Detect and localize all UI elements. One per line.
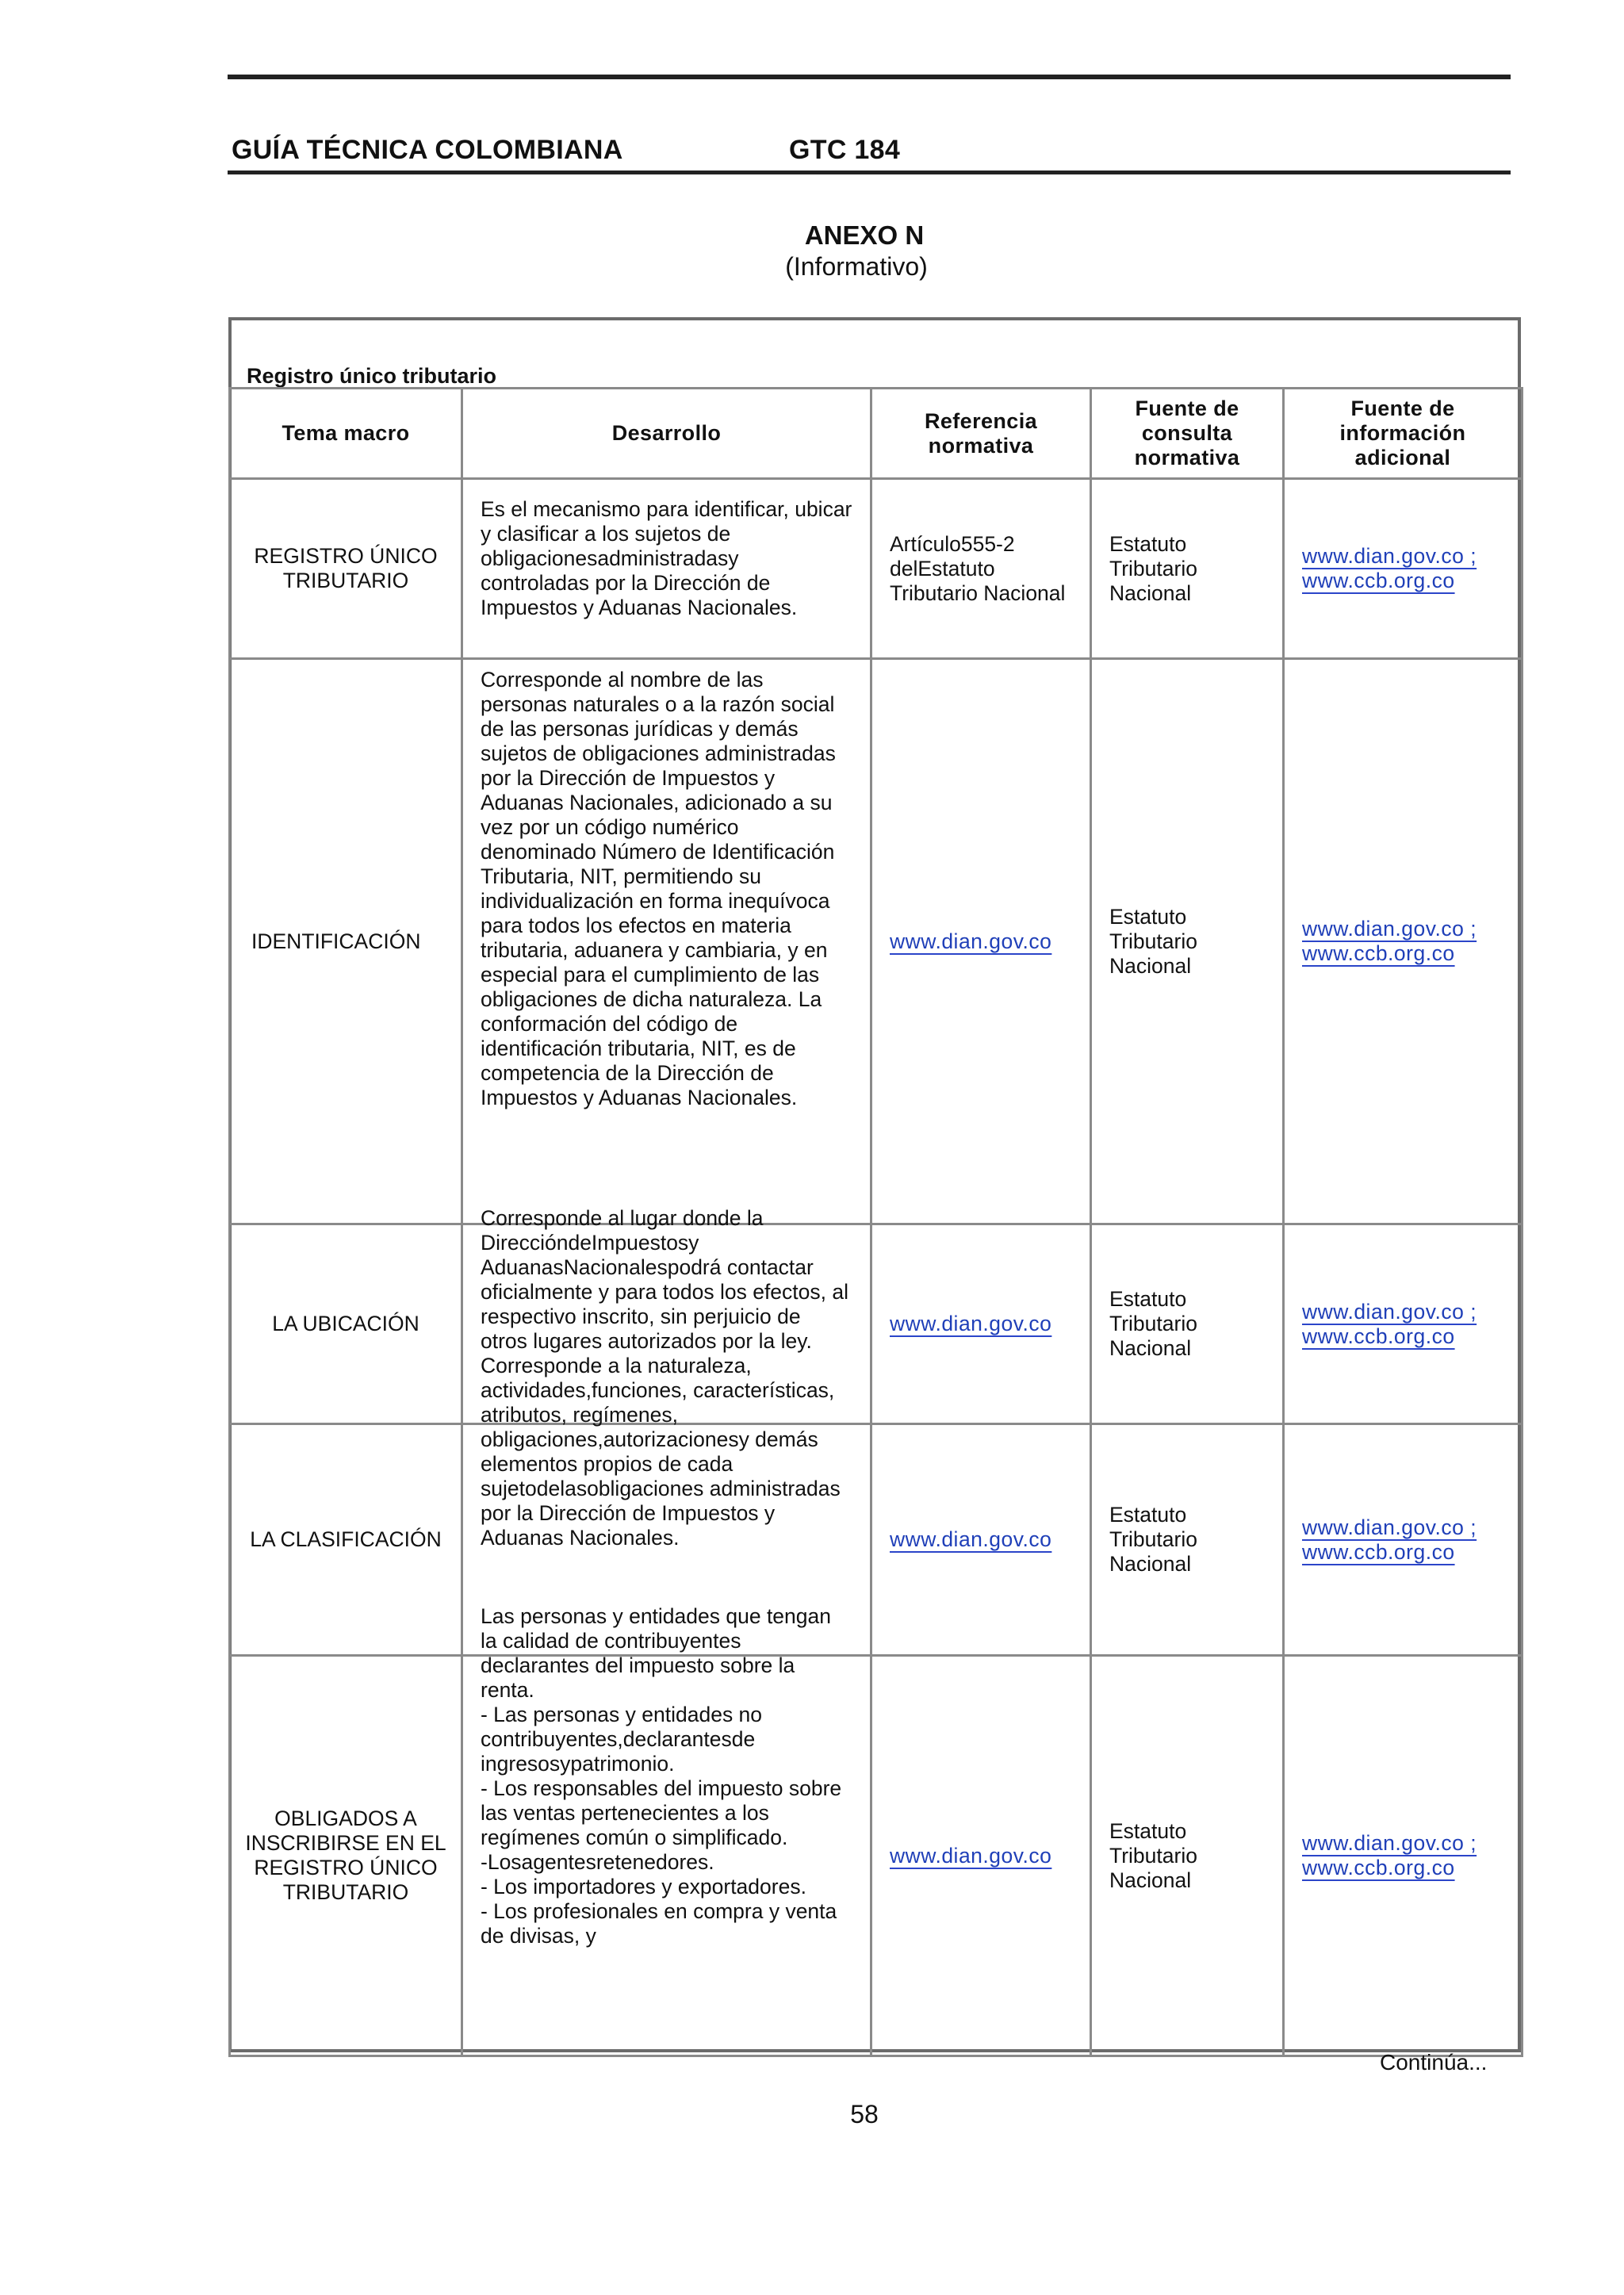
- rut-table: [228, 387, 1523, 2057]
- info-cell: [1284, 1224, 1522, 1424]
- column-header-development: Desarrollo: [462, 389, 871, 479]
- reference-link[interactable]: www.dian.gov.co: [890, 1312, 1052, 1335]
- ccb-link[interactable]: www.ccb.org.co: [1302, 1856, 1455, 1879]
- table-row: [230, 479, 1522, 659]
- topic-cell: OBLIGADOS A INSCRIBIRSE EN EL REGISTRO ÚNICO TRIBUTARIO: [230, 1656, 462, 2056]
- info-cell: [1284, 1424, 1522, 1656]
- reference-cell: [871, 1424, 1091, 1656]
- info-cell: [1284, 479, 1522, 659]
- reference-link[interactable]: www.dian.gov.co: [890, 1843, 1052, 1868]
- dian-link[interactable]: www.dian.gov.co ;: [1302, 1515, 1477, 1539]
- development-text: Las personas y entidades que tengan la calidad de contribuyentes declarantes del impuesto sobre la renta. - Las personas y entidades no contribuyentes,declarantesde ingresosypatrimonio. - Los responsables del impuesto sobre las ventas pertenecientes a los regímenes común o simplificado. -Losagentesretenedores. - Los importadores y exportadores. - Los profesionales en compra y venta de divisas, y: [481, 1604, 842, 1948]
- development-text: Es el mecanismo para identificar, ubicar y clasificar a los sujetos de obligacionesadministradasy controladas por la Dirección de Impuestos y Aduanas Nacionales.: [481, 497, 852, 619]
- source-cell: Estatuto Tributario Nacional: [1091, 1224, 1284, 1424]
- topic-cell: REGISTRO ÚNICO TRIBUTARIO: [230, 479, 462, 659]
- reference-link[interactable]: www.dian.gov.co: [890, 929, 1052, 953]
- source-cell: Estatuto Tributario Nacional: [1091, 479, 1284, 659]
- source-cell: Estatuto Tributario Nacional: [1091, 1656, 1284, 2056]
- development-text: Corresponde a la naturaleza, actividades,funciones, características, atributos, regímenes, obligaciones,autorizacionesy demás elementos propios de cada sujetodelasobligaciones administradas por la Dirección de Impuestos y Aduanas Nacionales.: [481, 1354, 841, 1550]
- header-rule: [228, 170, 1511, 174]
- table-caption: Registro único tributario: [247, 364, 497, 388]
- development-cell: [462, 1604, 871, 2056]
- table-row: [230, 1656, 1522, 2056]
- annex-subtitle: (Informativo): [785, 252, 928, 281]
- reference-cell: [871, 1224, 1091, 1424]
- topic-cell: LA UBICACIÓN: [230, 1224, 462, 1424]
- source-cell: Estatuto Tributario Nacional: [1091, 659, 1284, 1224]
- ccb-link[interactable]: www.ccb.org.co: [1302, 941, 1455, 965]
- column-header-source: Fuente de consulta normativa: [1091, 389, 1284, 479]
- ccb-link[interactable]: www.ccb.org.co: [1302, 1324, 1455, 1348]
- dian-link[interactable]: www.dian.gov.co ;: [1302, 544, 1477, 568]
- ccb-link[interactable]: www.ccb.org.co: [1302, 569, 1455, 592]
- table-header-row: [230, 389, 1522, 479]
- info-cell: [1284, 1656, 1522, 2056]
- info-cell: [1284, 659, 1522, 1224]
- top-rule: [228, 75, 1511, 79]
- reference-cell: [871, 1656, 1091, 2056]
- page-number: 58: [850, 2100, 879, 2128]
- column-header-topic: Tema macro: [230, 389, 462, 479]
- continues-note: Continúa...: [1380, 2050, 1488, 2075]
- development-cell: [462, 659, 871, 1224]
- development-text: Corresponde al lugar donde la DireccióndeImpuestosy AduanasNacionalespodrá contactar oficialmente y para todos los efectos, al respectivo inscrito, sin perjuicio de otros lugares autorizados por la ley.: [481, 1206, 848, 1353]
- reference-cell: Artículo555-2 delEstatuto Tributario Nacional: [871, 479, 1091, 659]
- development-cell: [462, 479, 871, 659]
- dian-link[interactable]: www.dian.gov.co ;: [1302, 917, 1477, 941]
- dian-link[interactable]: www.dian.gov.co ;: [1302, 1299, 1477, 1324]
- table-row: [230, 659, 1522, 1224]
- table-row: [230, 1224, 1522, 1424]
- reference-link[interactable]: www.dian.gov.co: [890, 1527, 1052, 1551]
- guide-title: GUÍA TÉCNICA COLOMBIANA: [232, 135, 623, 165]
- table-row: [230, 1424, 1522, 1656]
- annex-title: ANEXO N: [804, 220, 925, 250]
- topic-cell: LA CLASIFICACIÓN: [230, 1424, 462, 1656]
- reference-cell: [871, 659, 1091, 1224]
- development-text: Corresponde al nombre de las personas naturales o a la razón social de las personas jurídicas y demás sujetos de obligaciones administradas por la Dirección de Impuestos y Aduanas Nacionales, adicionado a su vez por un código numérico denominado Número de Identificación Tributaria, NIT, permitiendo su individualización en forma inequívoca para todos los efectos en materia tributaria, aduanera y cambiaria, y en especial para el cumplimiento de las obligaciones de dicha naturaleza. La conformación del código de identificación tributaria, NIT, es de competencia de la Dirección de Impuestos y Aduanas Nacionales.: [481, 668, 836, 1109]
- document-code: GTC 184: [789, 135, 901, 165]
- topic-cell: IDENTIFICACIÓN: [230, 659, 462, 1224]
- dian-link[interactable]: www.dian.gov.co ;: [1302, 1831, 1477, 1855]
- column-header-reference: Referencia normativa: [871, 389, 1091, 479]
- column-header-info: Fuente de información adicional: [1284, 389, 1522, 479]
- ccb-link[interactable]: www.ccb.org.co: [1302, 1539, 1455, 1564]
- source-cell: Estatuto Tributario Nacional: [1091, 1424, 1284, 1656]
